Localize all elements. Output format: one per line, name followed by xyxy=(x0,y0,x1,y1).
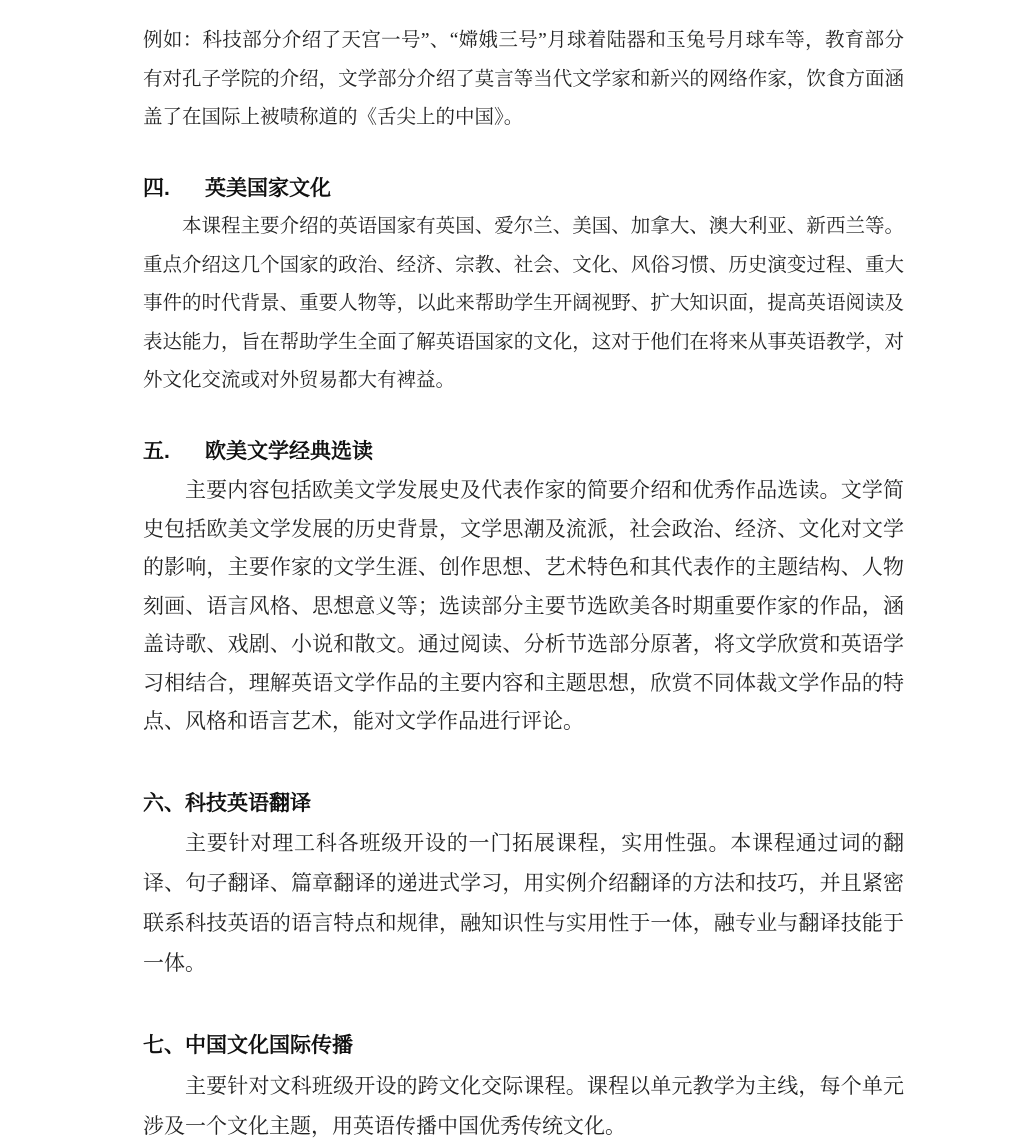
paragraph: 例如：科技部分介绍了天宫一号”、“嫦娥三号”月球着陆器和玉兔号月球车等，教育部分有对孔子学院的介绍，文学部分介绍了莫言等当代文学家和新兴的网络作家，饮食方面涵盖了在国际上被啧称道的《舌尖上的中国》。 xyxy=(143,30,904,128)
paragraph: 本课程主要介绍的英语国家有英国、爱尔兰、美国、加拿大、澳大利亚、新西兰等。重点介绍这几个国家的政治、经济、宗教、社会、文化、风俗习惯、历史演变过程、重大事件的时代背景、重要人物等，以此来帮助学生开阔视野、扩大知识面，提高英语阅读及表达能力，旨在帮助学生全面了解英语国家的文化，这对于他们在将来从事英语教学，对外文化交流或对外贸易都大有裨益。 xyxy=(143,216,904,391)
paragraph: 主要针对文科班级开设的跨文化交际课程。课程以单元教学为主线，每个单元涉及一个文化主题，用英语传播中国优秀传统文化。 xyxy=(143,1073,904,1138)
paragraph: 主要内容包括欧美文学发展史及代表作家的简要介绍和优秀作品选读。文学简史包括欧美文学发展的历史背景，文学思潮及流派，社会政治、经济、文化对文学的影响，主要作家的文学生涯、创作思想、艺术特色和其代表作的主题结构、人物刻画、语言风格、思想意义等；选读部分主要节选欧美各时期重要作家的作品，涵盖诗歌、戏剧、小说和散文。通过阅读、分析节选部分原著，将文学欣赏和英语学习相结合，理解英语文学作品的主要内容和主题思想，欣赏不同体裁文学作品的特点、风格和语言艺术，能对文学作品进行评论。 xyxy=(143,478,904,733)
section-number: 七、 xyxy=(143,1034,185,1057)
document-content xyxy=(143,22,904,1146)
paragraph: 主要针对理工科各班级开设的一门拓展课程，实用性强。本课程通过词的翻译、句子翻译、篇章翻译的递进式学习，用实例介绍翻译的方法和技巧，并且紧密联系科技英语的语言特点和规律，融知识性与实用性于一体，融专业与翻译技能于一体。 xyxy=(143,831,904,975)
section-heading xyxy=(143,1027,904,1066)
section-title: 中国文化国际传播 xyxy=(185,1034,353,1057)
section-heading xyxy=(143,785,904,824)
section-title: 科技英语翻译 xyxy=(185,791,311,815)
section-title: 英美国家文化 xyxy=(205,176,331,200)
section-heading xyxy=(143,433,904,472)
section-title: 欧美文学经典选读 xyxy=(205,439,373,463)
section-number: 四. xyxy=(143,176,170,200)
section-heading xyxy=(143,170,904,209)
section-number: 六、 xyxy=(143,791,185,815)
section-number: 五. xyxy=(143,439,170,463)
